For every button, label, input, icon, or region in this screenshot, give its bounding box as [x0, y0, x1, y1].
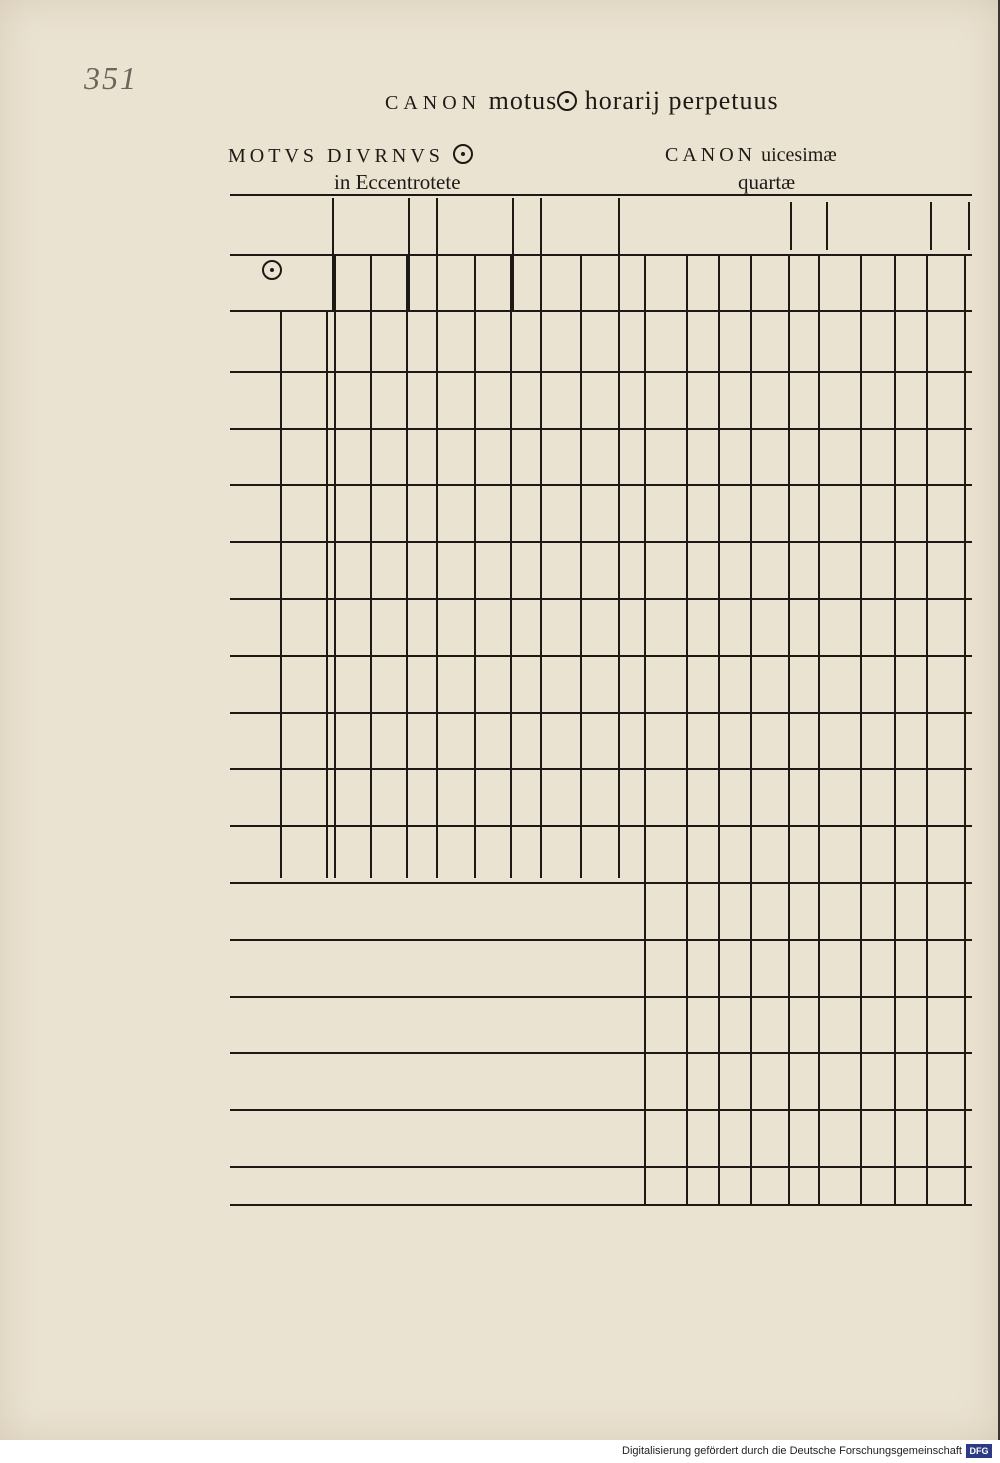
column-rule: [406, 310, 408, 878]
column-rule: [818, 310, 820, 1204]
running-head-caps: CANON: [385, 92, 482, 114]
rule-line: [230, 1204, 972, 1206]
column-rule: [926, 310, 928, 1204]
column-rule: [926, 254, 928, 310]
column-rule: [788, 254, 790, 310]
column-rule: [750, 310, 752, 1204]
column-rule: [618, 310, 620, 878]
column-rule: [474, 310, 476, 878]
column-rule: [436, 254, 438, 310]
column-rule: [894, 254, 896, 310]
column-rule: [280, 310, 282, 878]
dfg-logo: DFG: [966, 1444, 992, 1458]
column-rule: [370, 310, 372, 878]
folio-number: 351: [84, 60, 138, 96]
column-rule: [788, 310, 790, 1204]
column-rule: [512, 198, 514, 310]
column-rule: [540, 310, 542, 878]
column-rule: [826, 202, 828, 250]
running-head-text: motus: [488, 86, 558, 115]
column-rule: [580, 254, 582, 310]
column-rule: [718, 254, 720, 310]
column-rule: [334, 254, 336, 310]
sun-symbol-icon: [453, 144, 473, 164]
gradus-header-line3: [258, 260, 282, 282]
column-rule: [406, 254, 408, 310]
column-rule: [436, 310, 438, 878]
column-rule: [686, 254, 688, 310]
right-heading-line2: quartæ: [738, 170, 796, 194]
column-rule: [818, 254, 820, 310]
column-rule: [580, 310, 582, 878]
running-head: [385, 86, 779, 116]
left-heading: [228, 144, 473, 168]
column-rule: [750, 254, 752, 310]
column-rule: [334, 310, 336, 878]
left-heading-line1: MOTVS DIVRNVS: [228, 145, 444, 167]
column-rule: [686, 310, 688, 1204]
column-rule: [510, 254, 512, 310]
column-rule: [644, 254, 646, 310]
column-rule: [860, 310, 862, 1204]
column-rule: [644, 310, 646, 1204]
column-rule: [718, 310, 720, 1204]
sun-symbol-icon: [557, 91, 577, 111]
column-rule: [510, 310, 512, 878]
rule-line: [230, 194, 972, 196]
right-heading-line1: uicesimæ: [761, 144, 837, 166]
footer-text: Digitalisierung gefördert durch die Deutsche Forschungsgemeinschaft: [622, 1445, 962, 1457]
column-rule: [964, 254, 966, 310]
column-rule: [408, 198, 410, 310]
right-heading-caps: CANON: [665, 144, 757, 166]
column-rule: [894, 310, 896, 1204]
column-rule: [618, 254, 620, 310]
column-rule: [860, 254, 862, 310]
sun-symbol-icon: [262, 260, 282, 280]
column-rule: [540, 254, 542, 310]
column-rule: [326, 310, 328, 878]
left-heading-line2: in Eccentrotete: [334, 170, 461, 194]
running-head-after: horarij perpetuus: [584, 86, 779, 115]
digitization-footer: [0, 1440, 1000, 1463]
column-rule: [930, 202, 932, 250]
column-rule: [474, 254, 476, 310]
right-heading: [665, 144, 837, 167]
column-rule: [964, 310, 966, 1204]
column-rule: [968, 202, 970, 250]
column-rule: [370, 254, 372, 310]
column-rule: [790, 202, 792, 250]
